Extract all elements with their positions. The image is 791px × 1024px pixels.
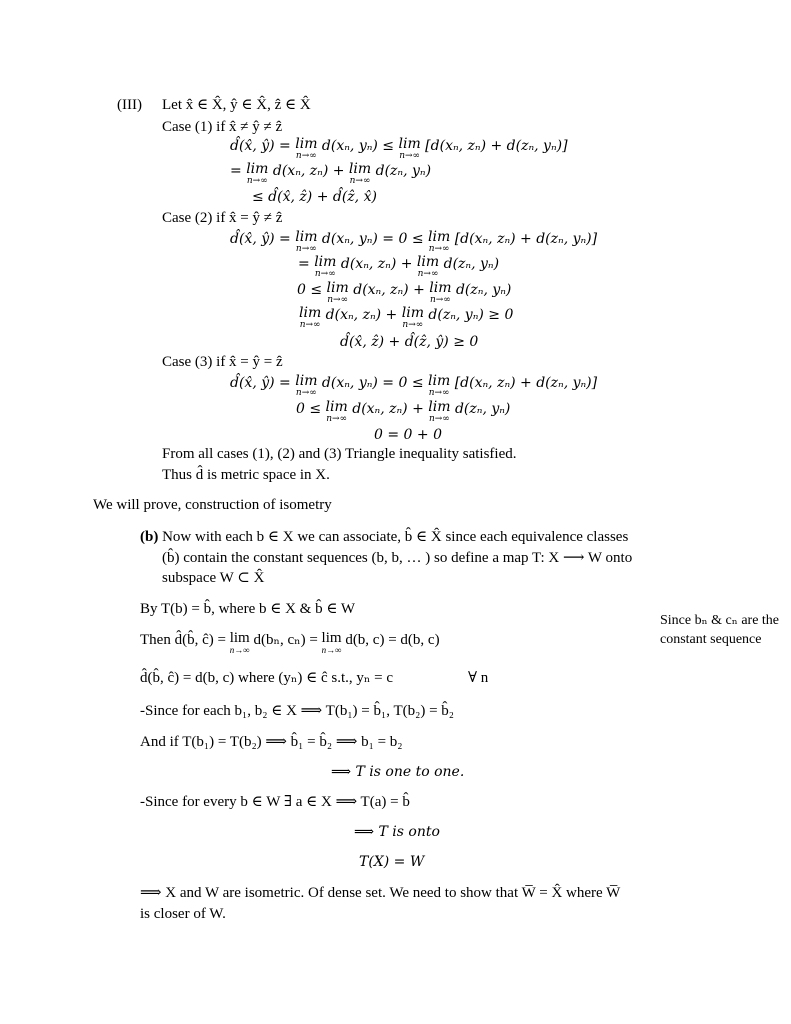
part-b-paragraph-line3: subspace W ⊂ X̂ — [162, 570, 265, 586]
limit-operator: lim n→∞ — [398, 136, 421, 161]
then-line: Then d̂(b̂, ĉ) = lim n→∞ d(bₙ, cₙ) = lim n→∞ d(b, c) = d(b, c) — [140, 630, 440, 655]
limit-operator: lim n→∞ — [325, 399, 348, 424]
limit-operator: lim n→∞ — [401, 305, 424, 330]
case3-line1: d̂(x̂, ŷ) = lim n→∞ d(xₙ, yₙ) = 0 ≤ lim n→∞ [d(xₙ, zₙ) + d(zₙ, yₙ)] — [230, 373, 598, 398]
limit-operator: lim n→∞ — [299, 305, 322, 330]
part-b-paragraph-line1: (b) Now with each b ∈ X we can associate, b̂ ∈ X̂ since each equivalence classes — [140, 529, 629, 545]
case2-line2: = lim n→∞ d(xₙ, zₙ) + lim n→∞ d(zₙ, yₙ) — [298, 254, 500, 279]
part-label-b: (b) — [140, 529, 159, 545]
case3-line3: 0 = 0 + 0 — [374, 427, 442, 443]
tx-line: T(X) = W — [359, 854, 425, 870]
limit-operator: lim n→∞ — [229, 630, 250, 655]
since-line1: -Since for each b₁, b₂ ∈ X ⟹ T(b₁) = b̂₁, T(b₂) = b̂₂ — [140, 703, 455, 719]
limit-operator: lim n→∞ — [428, 229, 451, 254]
case1-line2: = lim n→∞ d(xₙ, zₙ) + lim n→∞ d(zₙ, yₙ) — [230, 161, 432, 186]
case1-header: Case (1) if x̂ ≠ ŷ ≠ ẑ — [162, 119, 283, 135]
intro-line: Let x̂ ∈ X̂, ŷ ∈ X̂, ẑ ∈ X̂ — [162, 97, 311, 113]
by-line: By T(b) = b̂, where b ∈ X & b̂ ∈ W — [140, 601, 356, 617]
limit-operator: lim n→∞ — [246, 161, 269, 186]
limit-operator: lim n→∞ — [295, 229, 318, 254]
limit-operator: lim n→∞ — [321, 630, 342, 655]
limit-operator: lim n→∞ — [326, 280, 349, 305]
limit-operator: lim n→∞ — [416, 254, 440, 279]
limit-operator: lim n→∞ — [428, 373, 451, 398]
part-label-iii: (III) — [117, 97, 142, 113]
case3-line2: 0 ≤ lim n→∞ d(xₙ, zₙ) + lim n→∞ d(zₙ, yₙ) — [296, 399, 511, 424]
case3-header: Case (3) if x̂ = ŷ = ẑ — [162, 354, 283, 370]
limit-operator: lim n→∞ — [348, 161, 372, 186]
onto-line: ⟹ T is onto — [354, 824, 440, 840]
case1-line3: ≤ d̂(x̂, ẑ) + d̂(ẑ, x̂) — [252, 189, 377, 205]
case1-line1: d̂(x̂, ŷ) = lim n→∞ d(xₙ, yₙ) ≤ lim n→∞ [d(xₙ, zₙ) + d(zₙ, yₙ)] — [230, 136, 568, 161]
case2-line1: d̂(x̂, ŷ) = lim n→∞ d(xₙ, yₙ) = 0 ≤ lim n→∞ [d(xₙ, zₙ) + d(zₙ, yₙ)] — [230, 229, 598, 254]
final-line2: is closer of W. — [140, 906, 226, 922]
limit-operator: lim n→∞ — [295, 373, 318, 398]
forall-n: ∀ n — [468, 670, 489, 686]
where-line: d̂(b̂, ĉ) = d(b, c) where (yₙ) ∈ ĉ s.t., yₙ = c — [140, 670, 394, 686]
limit-operator: lim n→∞ — [429, 280, 452, 305]
case2-line5: d̂(x̂, ẑ) + d̂(ẑ, ŷ) ≥ 0 — [340, 334, 479, 350]
isometry-intro: We will prove, construction of isometry — [93, 497, 332, 513]
since-line2: -Since for every b ∈ W ∃ a ∈ X ⟹ T(a) = b̂ — [140, 794, 410, 810]
conclusion-line2: Thus d̂ is metric space in X. — [162, 467, 330, 483]
final-line1: ⟹ X and W are isometric. Of dense set. We need to show that W̅ = X̂ where W̅ — [140, 885, 621, 901]
conclusion-line1: From all cases (1), (2) and (3) Triangle inequality satisfied. — [162, 446, 517, 462]
limit-operator: lim n→∞ — [295, 136, 318, 161]
and-if-line: And if T(b₁) = T(b₂) ⟹ b̂₁ = b̂₂ ⟹ b₁ = b₂ — [140, 734, 403, 750]
case2-line3: 0 ≤ lim n→∞ d(xₙ, zₙ) + lim n→∞ d(zₙ, yₙ) — [297, 280, 512, 305]
part-b-paragraph-line2: (b̂) contain the constant sequences (b, b, … ) so define a map T: X ⟶ W onto — [162, 550, 633, 566]
case2-line4: lim n→∞ d(xₙ, zₙ) + lim n→∞ d(zₙ, yₙ) ≥ 0 — [299, 305, 514, 330]
case2-header: Case (2) if x̂ = ŷ ≠ ẑ — [162, 210, 283, 226]
one-to-one-line: ⟹ T is one to one. — [331, 764, 465, 780]
limit-operator: lim n→∞ — [428, 399, 451, 424]
margin-note: Since bₙ & cₙ are the constant sequence — [660, 613, 780, 647]
limit-operator: lim n→∞ — [314, 254, 337, 279]
